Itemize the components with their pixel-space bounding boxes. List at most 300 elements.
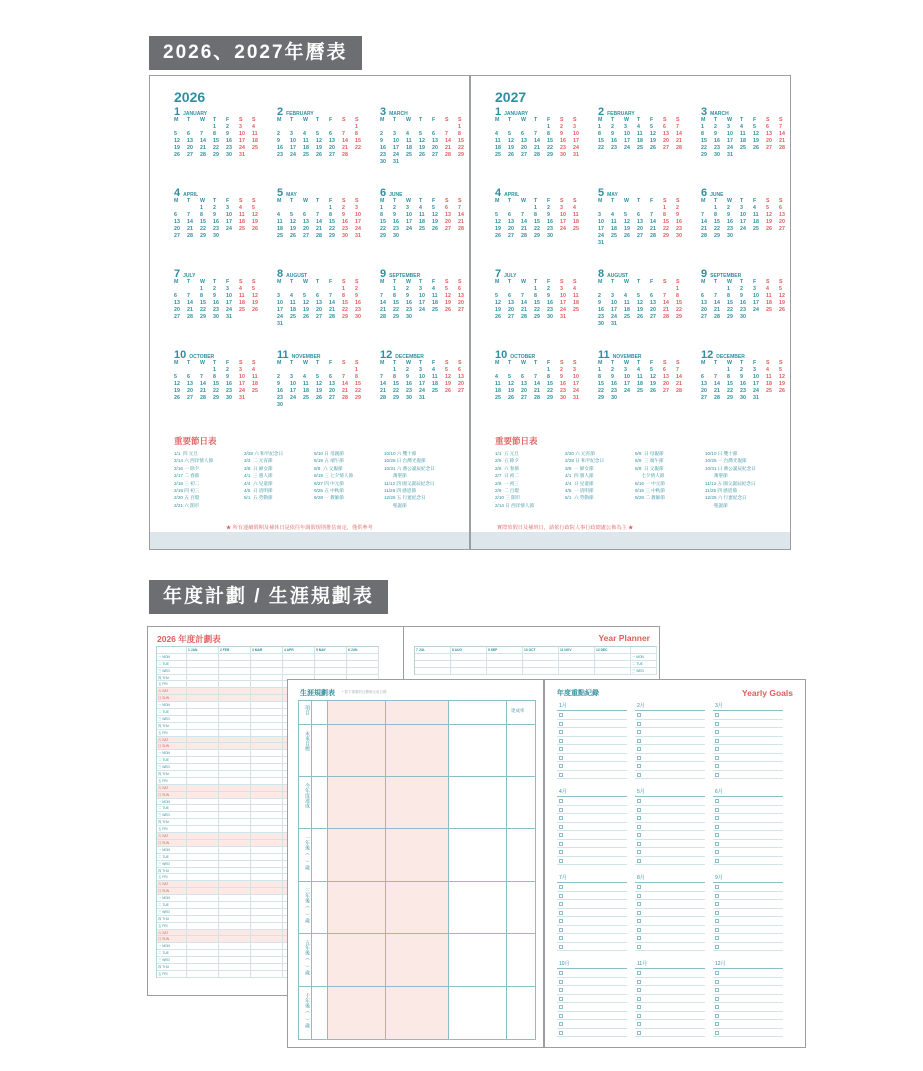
planner-day-label: 二 TUE bbox=[157, 709, 187, 716]
day: 5 bbox=[779, 286, 782, 292]
day: 14 bbox=[316, 219, 322, 225]
planner-cell bbox=[187, 923, 219, 930]
day: 22 bbox=[200, 307, 206, 313]
day: 1 bbox=[458, 124, 461, 130]
day: 13 bbox=[458, 374, 464, 380]
weekday-header: F bbox=[753, 360, 757, 366]
planner-day-label: 一 MON bbox=[157, 654, 187, 661]
planner-cell bbox=[283, 661, 315, 668]
day: 1 bbox=[534, 286, 537, 292]
empty-day bbox=[316, 205, 329, 212]
day: 20 bbox=[316, 307, 322, 313]
planner-cell bbox=[251, 723, 283, 730]
empty-day bbox=[419, 124, 432, 131]
day: 18 bbox=[252, 138, 258, 144]
goal-line bbox=[557, 900, 627, 909]
day: 27 bbox=[663, 388, 669, 394]
day: 22 bbox=[534, 226, 540, 232]
goal-month-block bbox=[713, 874, 783, 951]
day: 3 bbox=[239, 367, 242, 373]
month-header bbox=[380, 349, 472, 360]
month-number: 11 bbox=[598, 349, 610, 361]
day: 25 bbox=[637, 145, 643, 151]
day: 29 bbox=[200, 314, 206, 320]
day: 23 bbox=[213, 226, 219, 232]
day: 20 bbox=[458, 300, 464, 306]
goal-checkbox bbox=[715, 928, 719, 932]
day: 26 bbox=[290, 233, 296, 239]
planner-day-label: 五 FRI bbox=[157, 730, 187, 737]
day: 6 bbox=[303, 212, 306, 218]
career-row-label: 五年後（ ）歲 bbox=[304, 940, 310, 975]
weekday-header: M bbox=[174, 360, 179, 366]
day: 13 bbox=[508, 300, 514, 306]
day: 27 bbox=[663, 145, 669, 151]
day: 16 bbox=[355, 300, 361, 306]
weekday-header: F bbox=[547, 360, 551, 366]
day: 31 bbox=[727, 152, 733, 158]
day: 4 bbox=[766, 367, 769, 373]
planner-cell bbox=[219, 764, 251, 771]
empty-day bbox=[200, 367, 213, 374]
month-header bbox=[701, 187, 793, 198]
planner-cell bbox=[187, 743, 219, 750]
planner-cell bbox=[219, 916, 251, 923]
weekday-header: T bbox=[290, 117, 294, 123]
goal-line bbox=[635, 823, 705, 832]
weekday-header: S bbox=[663, 117, 667, 123]
day: 18 bbox=[303, 388, 309, 394]
day: 5 bbox=[316, 374, 319, 380]
planner-cell bbox=[251, 916, 283, 923]
day: 20 bbox=[329, 388, 335, 394]
empty-day bbox=[380, 124, 393, 131]
planner-cell bbox=[219, 826, 251, 833]
weekday-header: S bbox=[239, 198, 243, 204]
day: 11 bbox=[432, 374, 438, 380]
day: 13 bbox=[174, 219, 180, 225]
day: 3 bbox=[611, 293, 614, 299]
holiday-list: 1/1 四 元旦 2/14 六 西洋情人節 2/16 一 除夕 2/17 二 春節 2/18 三 初二 2/19 四 初三 2/20 五 百燈 2/21 六 開市 bbox=[174, 451, 214, 508]
day: 14 bbox=[187, 300, 193, 306]
day: 11 bbox=[766, 374, 772, 380]
day: 11 bbox=[277, 219, 283, 225]
day: 25 bbox=[303, 395, 309, 401]
day: 26 bbox=[766, 226, 772, 232]
month-block bbox=[380, 268, 472, 321]
weekday-header: S bbox=[342, 198, 346, 204]
weekday-header: S bbox=[342, 279, 346, 285]
day: 5 bbox=[432, 205, 435, 211]
day: 5 bbox=[508, 374, 511, 380]
goal-line bbox=[713, 883, 783, 892]
career-row-divider bbox=[299, 933, 535, 934]
planner-cell bbox=[187, 757, 219, 764]
day: 27 bbox=[174, 233, 180, 239]
goal-line bbox=[557, 797, 627, 806]
planner-row bbox=[415, 654, 657, 661]
weekday-header: S bbox=[355, 117, 359, 123]
day: 31 bbox=[419, 395, 425, 401]
month-name: NOVEMBER bbox=[291, 354, 321, 360]
day: 7 bbox=[779, 124, 782, 130]
day: 27 bbox=[508, 233, 514, 239]
planner-cell bbox=[451, 661, 487, 668]
day: 7 bbox=[380, 374, 383, 380]
day: 15 bbox=[663, 219, 669, 225]
day: 16 bbox=[676, 219, 682, 225]
weekday-header: S bbox=[676, 279, 680, 285]
weekday-header: M bbox=[277, 117, 282, 123]
weekday-header: T bbox=[508, 279, 512, 285]
calendar-page-2026 bbox=[149, 75, 470, 550]
month-days bbox=[701, 360, 793, 402]
planner-cell bbox=[251, 743, 283, 750]
planner-day-label: 日 SUN bbox=[157, 840, 187, 847]
planner-day-label: 一 MON bbox=[157, 750, 187, 757]
planner-day-label: 二 TUE bbox=[157, 805, 187, 812]
planner-cell bbox=[219, 723, 251, 730]
goal-line bbox=[557, 771, 627, 780]
month-days bbox=[598, 360, 690, 402]
planner-cell bbox=[251, 819, 283, 826]
goal-line bbox=[557, 857, 627, 866]
day: 11 bbox=[766, 293, 772, 299]
goal-line bbox=[635, 797, 705, 806]
day: 13 bbox=[701, 381, 707, 387]
day: 15 bbox=[393, 381, 399, 387]
day: 12 bbox=[316, 381, 322, 387]
goal-line bbox=[713, 934, 783, 943]
day: 3 bbox=[226, 205, 229, 211]
weekday-header: W bbox=[406, 360, 411, 366]
day: 4 bbox=[277, 212, 280, 218]
goal-checkbox bbox=[637, 713, 641, 717]
day: 30 bbox=[226, 395, 232, 401]
day: 15 bbox=[547, 381, 553, 387]
planner-cell bbox=[251, 688, 283, 695]
weekday-header: T bbox=[611, 279, 615, 285]
day: 9 bbox=[740, 374, 743, 380]
day: 13 bbox=[521, 381, 527, 387]
goal-line bbox=[713, 848, 783, 857]
planner-cell bbox=[219, 936, 251, 943]
month-block bbox=[380, 349, 472, 402]
career-col-divider bbox=[385, 701, 386, 1039]
day: 27 bbox=[458, 388, 464, 394]
month-days bbox=[174, 279, 266, 321]
day: 5 bbox=[174, 131, 177, 137]
day: 30 bbox=[560, 395, 566, 401]
day: 24 bbox=[226, 307, 232, 313]
day: 17 bbox=[560, 300, 566, 306]
weekday-header: F bbox=[329, 360, 333, 366]
day: 19 bbox=[766, 219, 772, 225]
goal-line bbox=[557, 1029, 627, 1038]
goal-line bbox=[713, 728, 783, 737]
goal-checkbox bbox=[715, 1005, 719, 1009]
planner-cell bbox=[251, 943, 283, 950]
day: 16 bbox=[598, 307, 604, 313]
planner-cell bbox=[219, 668, 251, 675]
day: 25 bbox=[766, 388, 772, 394]
planner-cell bbox=[595, 654, 631, 661]
day: 8 bbox=[200, 293, 203, 299]
day: 26 bbox=[303, 314, 309, 320]
planner-cell bbox=[451, 654, 487, 661]
goal-checkbox bbox=[637, 894, 641, 898]
day: 28 bbox=[380, 314, 386, 320]
day: 23 bbox=[611, 145, 617, 151]
day: 14 bbox=[380, 381, 386, 387]
goal-month-block bbox=[557, 960, 627, 1037]
weekday-header: W bbox=[727, 279, 732, 285]
weekday-header: S bbox=[342, 117, 346, 123]
day: 6 bbox=[187, 374, 190, 380]
day: 15 bbox=[534, 219, 540, 225]
planner-day-label: 六 SAT bbox=[157, 833, 187, 840]
weekday-header: W bbox=[624, 117, 629, 123]
day: 15 bbox=[714, 219, 720, 225]
planner-cell bbox=[187, 737, 219, 744]
day: 9 bbox=[727, 212, 730, 218]
planner-cell bbox=[251, 771, 283, 778]
day: 10 bbox=[624, 131, 630, 137]
planner-cell bbox=[251, 888, 283, 895]
day: 8 bbox=[676, 293, 679, 299]
planner-cell bbox=[219, 688, 251, 695]
weekday-header: S bbox=[239, 117, 243, 123]
day: 1 bbox=[598, 124, 601, 130]
day: 23 bbox=[560, 388, 566, 394]
day: 20 bbox=[663, 138, 669, 144]
empty-day bbox=[277, 367, 290, 374]
day: 26 bbox=[445, 307, 451, 313]
planner-cell bbox=[487, 668, 523, 675]
planner-month-header: 6 JUN bbox=[347, 647, 379, 654]
weekday-header: F bbox=[547, 198, 551, 204]
day: 19 bbox=[174, 388, 180, 394]
day: 8 bbox=[393, 374, 396, 380]
goal-line bbox=[635, 806, 705, 815]
goal-checkbox bbox=[637, 842, 641, 846]
day: 16 bbox=[342, 219, 348, 225]
month-days bbox=[701, 117, 793, 159]
empty-day bbox=[316, 286, 329, 293]
day: 11 bbox=[740, 131, 746, 137]
holiday-list: 5/9 日 母親節 6/9 三 端午節 8/8 日 父親節 七夕情人節 8/16 一 中元節 9/15 三 中秋節 9/28 二 教師節 bbox=[635, 451, 665, 501]
goal-month-block bbox=[635, 788, 705, 865]
planner-cell bbox=[219, 730, 251, 737]
empty-day bbox=[329, 286, 342, 293]
day: 15 bbox=[727, 300, 733, 306]
weekday-header: W bbox=[624, 279, 629, 285]
day: 4 bbox=[290, 293, 293, 299]
planner-day-label: 三 WED bbox=[157, 668, 187, 675]
goal-line bbox=[635, 771, 705, 780]
goal-checkbox bbox=[559, 971, 563, 975]
month-block bbox=[598, 187, 690, 247]
day: 19 bbox=[419, 145, 425, 151]
day: 5 bbox=[174, 374, 177, 380]
day: 8 bbox=[458, 131, 461, 137]
weekday-header: T bbox=[419, 360, 423, 366]
holiday-list: 2/20 六 元宵節 2/28 日 和平紀念日 3/8 一 婦女節 4/1 四 愚人節 4/4 日 兒童節 4/5 一 清明節 5/1 六 勞動節 bbox=[565, 451, 605, 501]
day: 6 bbox=[766, 124, 769, 130]
day: 14 bbox=[342, 381, 348, 387]
day: 9 bbox=[277, 381, 280, 387]
weekday-header: T bbox=[740, 198, 744, 204]
planner-day-label: 日 SUN bbox=[157, 743, 187, 750]
weekday-header: S bbox=[573, 198, 577, 204]
planner-cell bbox=[219, 895, 251, 902]
day: 20 bbox=[779, 219, 785, 225]
goal-line bbox=[557, 883, 627, 892]
day: 23 bbox=[740, 388, 746, 394]
planner-cell bbox=[187, 785, 219, 792]
day: 9 bbox=[547, 293, 550, 299]
day: 4 bbox=[753, 205, 756, 211]
day: 1 bbox=[213, 124, 216, 130]
day: 24 bbox=[419, 388, 425, 394]
holiday-list: 10/10 六 雙十節 10/25 日 台灣光復節 10/31 六 蔣公誕辰紀念日 萬聖節 11/12 四 國父誕辰紀念日 11/26 四 感恩節 12/25 五 行憲紀念日 聖誕節 bbox=[384, 451, 435, 508]
planner-cell bbox=[219, 757, 251, 764]
weekday-header: S bbox=[663, 198, 667, 204]
day: 8 bbox=[200, 212, 203, 218]
day: 29 bbox=[458, 152, 464, 158]
goal-month-block bbox=[713, 788, 783, 865]
day: 16 bbox=[560, 138, 566, 144]
planner-cell bbox=[315, 654, 347, 661]
goal-checkbox bbox=[715, 842, 719, 846]
day: 20 bbox=[445, 219, 451, 225]
day: 19 bbox=[779, 381, 785, 387]
planner-day-label: 五 FRI bbox=[157, 681, 187, 688]
planner-day-label: 三 WED bbox=[157, 764, 187, 771]
month-block bbox=[701, 106, 793, 159]
goal-line bbox=[557, 969, 627, 978]
planner-day-label: 三 WED bbox=[631, 668, 657, 675]
planner-cell bbox=[283, 654, 315, 661]
weekday-header: W bbox=[406, 117, 411, 123]
goal-line bbox=[557, 745, 627, 754]
planner-cell bbox=[251, 909, 283, 916]
month-number: 4 bbox=[174, 187, 181, 199]
empty-day bbox=[187, 205, 200, 212]
empty-day bbox=[277, 124, 290, 131]
day: 14 bbox=[779, 131, 785, 137]
day: 22 bbox=[598, 388, 604, 394]
month-number: 9 bbox=[380, 268, 387, 280]
day: 3 bbox=[753, 286, 756, 292]
weekday-header: W bbox=[200, 360, 205, 366]
planner-cell bbox=[187, 957, 219, 964]
weekday-header: W bbox=[303, 198, 308, 204]
day: 7 bbox=[650, 212, 653, 218]
day: 30 bbox=[393, 233, 399, 239]
planner-cell bbox=[219, 923, 251, 930]
planner-month-header: 3 MAR bbox=[251, 647, 283, 654]
weekday-header: T bbox=[714, 117, 718, 123]
day: 19 bbox=[779, 300, 785, 306]
weekday-header: T bbox=[714, 279, 718, 285]
weekday-header: F bbox=[329, 198, 333, 204]
empty-day bbox=[701, 367, 714, 374]
goal-line bbox=[635, 926, 705, 935]
day: 17 bbox=[419, 300, 425, 306]
weekday-header: S bbox=[766, 360, 770, 366]
day: 16 bbox=[226, 138, 232, 144]
goal-line bbox=[635, 848, 705, 857]
weekday-header: F bbox=[650, 198, 654, 204]
day: 15 bbox=[393, 300, 399, 306]
day: 11 bbox=[303, 381, 309, 387]
day: 17 bbox=[239, 138, 245, 144]
goal-line bbox=[713, 814, 783, 823]
month-number: 5 bbox=[277, 187, 284, 199]
goal-line bbox=[557, 978, 627, 987]
weekday-header: S bbox=[355, 279, 359, 285]
weekday-header: M bbox=[598, 198, 603, 204]
day: 28 bbox=[663, 314, 669, 320]
day: 20 bbox=[650, 307, 656, 313]
day: 10 bbox=[573, 131, 579, 137]
day: 3 bbox=[393, 131, 396, 137]
month-number: 8 bbox=[598, 268, 605, 280]
empty-day bbox=[342, 367, 355, 374]
day: 25 bbox=[495, 395, 501, 401]
day: 22 bbox=[701, 145, 707, 151]
goal-month-block bbox=[557, 788, 627, 865]
planner-day-label: 五 FRI bbox=[157, 923, 187, 930]
planner-cell bbox=[219, 778, 251, 785]
planner-cell bbox=[251, 778, 283, 785]
day: 26 bbox=[252, 307, 258, 313]
day: 24 bbox=[406, 226, 412, 232]
day: 8 bbox=[329, 212, 332, 218]
day: 27 bbox=[187, 152, 193, 158]
planner-cell bbox=[219, 888, 251, 895]
day: 1 bbox=[714, 205, 717, 211]
goal-line bbox=[557, 1003, 627, 1012]
planner-month-header: 11 NOV bbox=[559, 647, 595, 654]
empty-day bbox=[637, 205, 650, 212]
weekday-header: S bbox=[252, 117, 256, 123]
planner-month-header: 12 DEC bbox=[595, 647, 631, 654]
day: 22 bbox=[342, 307, 348, 313]
goal-line bbox=[635, 917, 705, 926]
empty-day bbox=[174, 367, 187, 374]
day: 14 bbox=[200, 138, 206, 144]
month-name: JULY bbox=[183, 273, 196, 279]
planner-cell bbox=[219, 833, 251, 840]
month-number: 10 bbox=[495, 349, 508, 361]
day: 19 bbox=[650, 381, 656, 387]
goal-line bbox=[635, 900, 705, 909]
career-col-divider bbox=[448, 701, 449, 1039]
goal-checkbox bbox=[559, 1031, 563, 1035]
day: 10 bbox=[277, 300, 283, 306]
planner-day-label: 一 MON bbox=[157, 895, 187, 902]
day: 3 bbox=[277, 293, 280, 299]
planner-cell bbox=[187, 764, 219, 771]
month-block bbox=[495, 268, 587, 321]
weekday-header: F bbox=[329, 279, 333, 285]
day: 13 bbox=[766, 131, 772, 137]
weekday-header: W bbox=[624, 198, 629, 204]
weekday-header: S bbox=[766, 117, 770, 123]
career-title: 生涯規劃表 bbox=[300, 690, 335, 697]
